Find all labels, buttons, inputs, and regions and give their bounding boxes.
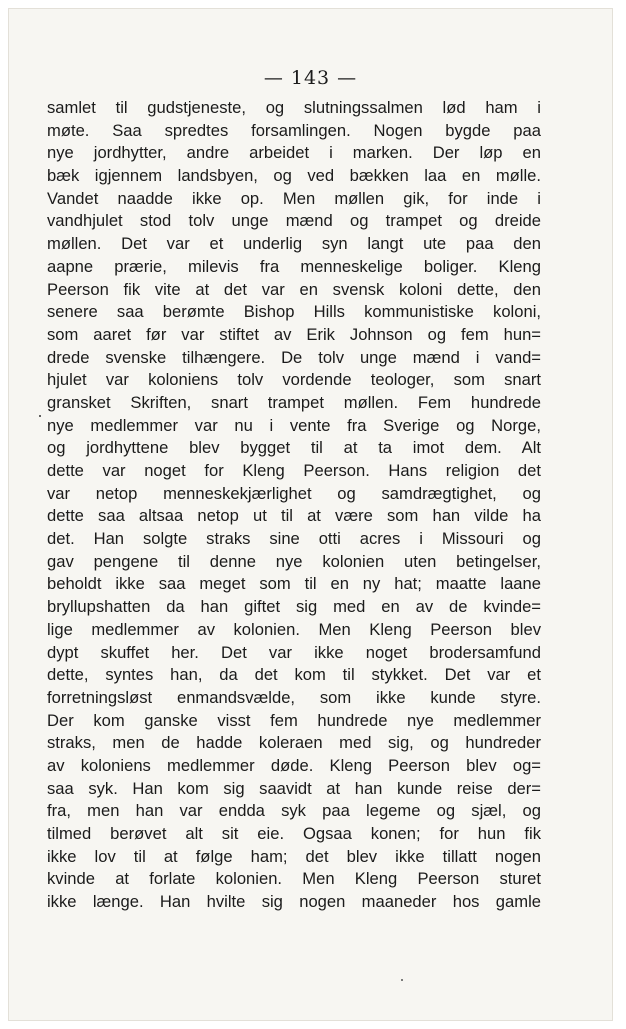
text-line: gav pengene til denne nye kolonien uten betingelser,	[47, 551, 541, 571]
text-line: nye medlemmer var nu i vente fra Sverige og Norge,	[47, 415, 541, 435]
text-line: drede svenske tilhængere. De tolv unge mænd i vand=	[47, 347, 541, 367]
text-line: nye jordhytter, andre arbeidet i marken. Der løp en	[47, 143, 541, 163]
book-page	[8, 8, 613, 1021]
text-line: dette var noget for Kleng Peerson. Hans religion det	[47, 461, 541, 480]
text-line: Der kom ganske visst fem hundrede nye medlemmer	[47, 710, 541, 730]
text-line: tilmed berøvet alt sit eie. Ogsaa konen; for hun fik	[47, 824, 541, 843]
text-line: bryllupshatten da han giftet sig med en av de kvinde=	[47, 597, 541, 617]
text-line: dette, syntes han, da det kom til stykket. Det var et	[47, 665, 541, 685]
text-line: Vandet naadde ikke op. Men møllen gik, for inde i	[47, 188, 541, 208]
text-line: av koloniens medlemmer døde. Kleng Peerson blev og=	[47, 755, 541, 775]
text-line: hjulet var koloniens tolv vordende teologer, som snart	[47, 370, 541, 390]
text-line: vandhjulet stod tolv unge mænd og trampet og dreide	[47, 211, 541, 231]
text-line: kvinde at forlate kolonien. Men Kleng Peerson sturet	[47, 869, 541, 889]
text-line: dette saa altsaa netop ut til at være som han vilde ha	[47, 506, 541, 526]
text-line: samlet til gudstjeneste, og slutningssalmen lød ham i	[47, 98, 541, 117]
text-line: og jordhyttene blev bygget til at ta imot dem. Alt	[47, 438, 541, 458]
text-line: Peerson fik vite at det var en svensk koloni dette, den	[47, 279, 541, 299]
page-number: — 143 —	[263, 67, 358, 89]
stray-ink-mark	[39, 415, 41, 417]
text-line: dypt skuffet her. Det var ikke noget brodersamfund	[47, 642, 541, 662]
text-line: senere saa berømte Bishop Hills kommunistiske koloni,	[47, 302, 541, 322]
text-line: aapne prærie, milevis fra menneskelige boliger. Kleng	[47, 256, 541, 276]
text-line: saa syk. Han kom sig saavidt at han kunde reise der=	[47, 778, 541, 798]
text-line: ikke længe. Han hvilte sig nogen maaneder hos gamle	[47, 892, 541, 912]
text-line: ikke lov til at følge ham; det blev ikke tillatt nogen	[47, 846, 541, 866]
text-line: som aaret før var stiftet av Erik Johnson og fem hun=	[47, 324, 541, 344]
text-line: fra, men han var endda syk paa legeme og sjæl, og	[47, 801, 541, 821]
text-line: gransket Skriften, snart trampet møllen. Fem hundrede	[47, 392, 541, 412]
text-line: var netop menneskekjærlighet og samdrægtighet, og	[47, 483, 541, 503]
stray-dot-mark	[401, 979, 403, 981]
text-line: lige medlemmer av kolonien. Men Kleng Peerson blev	[47, 619, 541, 639]
text-line: beholdt ikke saa meget som til en ny hat; maatte laane	[47, 574, 541, 594]
text-line: det. Han solgte straks sine otti acres i Missouri og	[47, 529, 541, 549]
text-line: straks, men de hadde koleraen med sig, og hundreder	[47, 733, 541, 753]
text-line: bæk igjennem landsbyen, og ved bækken laa en mølle.	[47, 166, 541, 186]
text-line: forretningsløst enmandsvælde, som ikke kunde styre.	[47, 687, 541, 707]
body-text	[47, 97, 541, 914]
text-line: møte. Saa spredtes forsamlingen. Nogen bygde paa	[47, 120, 541, 140]
text-line: møllen. Det var et underlig syn langt ute paa den	[47, 234, 541, 254]
